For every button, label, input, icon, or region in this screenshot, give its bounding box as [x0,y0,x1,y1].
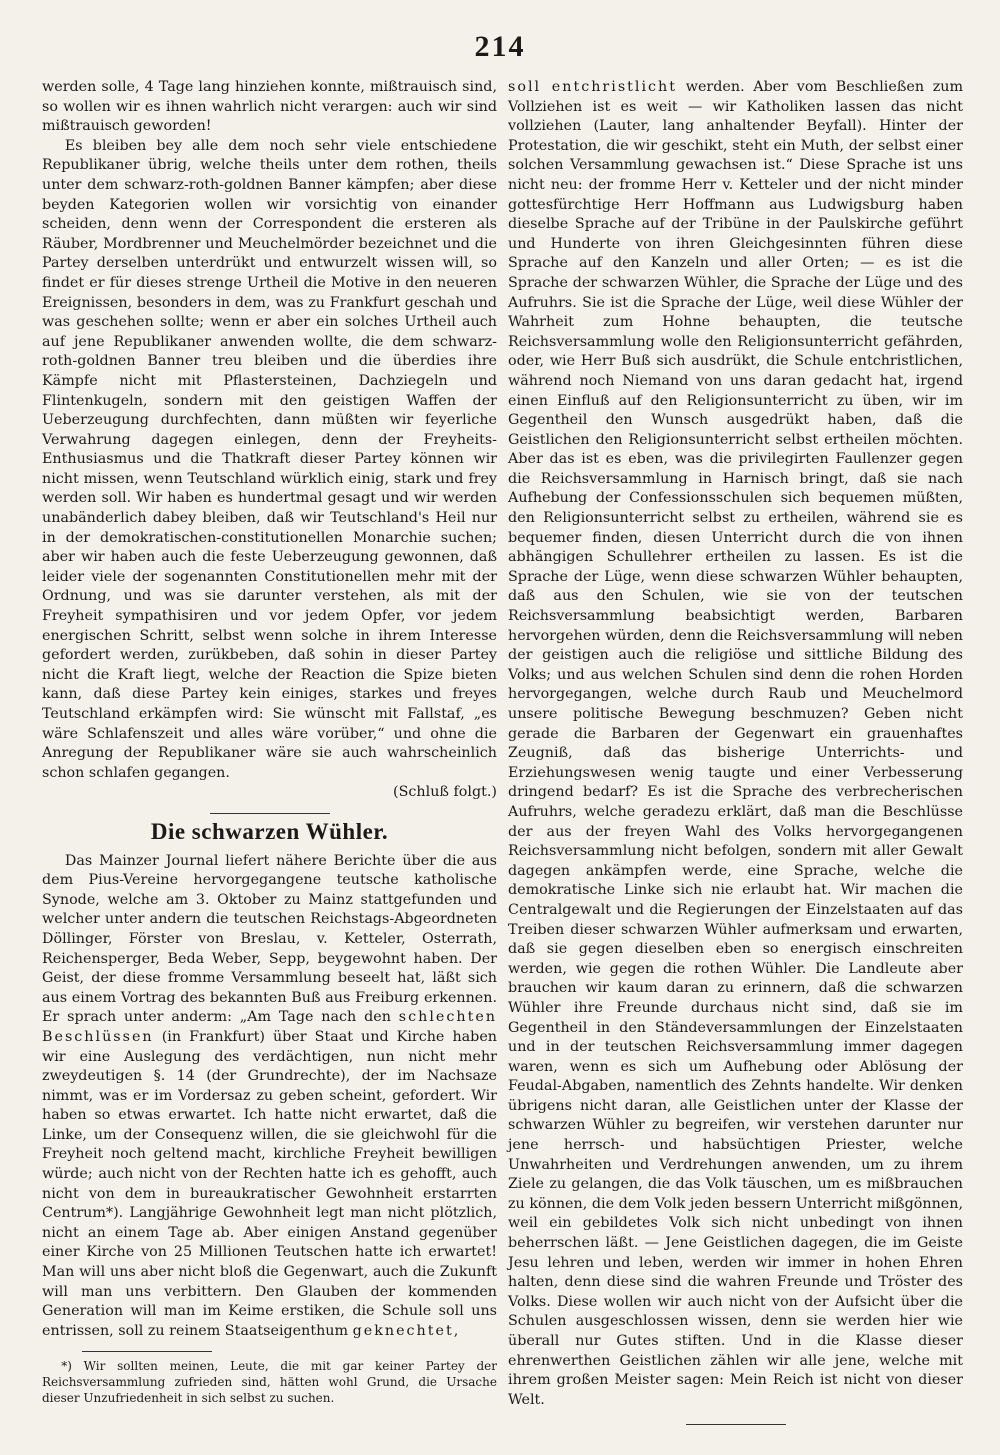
section-divider [210,813,330,814]
emphasized-text: schlechten Beschlüssen [42,1009,497,1045]
paragraph-continuation: werden solle, 4 Tage lang hinziehen konnte, mißtrauisch sind, so wollen wir es ihnen wahrlich nicht verargen: auch wir sind mißtrauisch geworden! [42,79,497,135]
page-number: 214 [474,30,526,63]
text-segment: werden. Aber vom Beschließen zum Vollziehen ist es weit — wir Katholiken lassen das nicht vollziehen (Lauter, lang anhaltender Beyfall). Hinter der Protestation, die wir geschikt, steht ein Muth, der selbst einer solchen Versammlung gewachsen ist.“ Diese Sprache ist uns nicht neu: der fromme Herr v. Ketteler und der nicht minder gottesfürchtige Herr Hoffmann aus Ludwigsburg haben dieselbe Sprache auf der Tribüne in der Paulskirche geführt und Hunderte von ihren Gleichgesinnten führen diese Sprache auf den Kanzeln und aller Orten; — es ist die Sprache der schwarzen Wühler, die Sprache der Lüge und des Aufruhrs. Sie ist die Sprache der Lüge, weil diese Wühler der Wahrheit zum Hohne behaupten, die teutsche Reichsversammlung wolle den Religionsunterricht gefährden, oder, wie Herr Buß sich ausdrükt, die Schule entchristlichen, während noch Niemand von uns daran gedacht hat, irgend einen Einfluß auf den Religionsunterricht zu üben, wir im Gegentheil den Wunsch ausgedrükt haben, daß die Geistlichen den Religionsunterricht selbst ertheilen möchten. Aber das ist es eben, was die privilegirten Faullenzer gegen die Reichsversammlung in Harnisch bringt, daß sie nach Aufhebung der Confessionsschulen sich bequemen müßten, den Religionsunterricht selbst zu ertheilen, während sie es bequemer finden, diesen Unterricht durch die von ihnen abhängigen Schullehrer ertheilen zu lassen. Es ist die Sprache der Lüge, wenn diese schwarzen Wühler behaupten, daß aus den Schulen, wie sie von der teutschen Reichsversammlung beabsichtigt werden, Barbaren hervorgehen würden, denn die Reichsversammlung will neben der geistigen auch die religiöse und sittliche Bildung des Volks; und aus welchen Schulen sind denn die rohen Horden hervorgegangen, welche durch Raub und Meuchelmord unsere politische Bewegung beschmuzen? Geben nicht gerade die Barbaren der Gegenwart ein grauenhaftes Zeugniß, daß das bisherige Unterrichts- und Erziehungswesen wenig taugte und einer Verbesserung dringend bedarf? Es ist die Sprache des verbrecherischen Aufruhrs, welche geradezu erklärt, daß man die Beschlüsse der aus der freyen Wahl des Volks hervorgegangenen Reichsversammlung nicht befolgen, sondern mit aller Gewalt dagegen ankämpfen werde, eine Sprache, welche die demokratische Linke sich nie erlaubt hat. Wir machen die Centralgewalt und die Regierungen der Einzelstaaten auf das Treiben dieser schwarzen Wühler aufmerksam und erwarten, daß sie gegen dieselben eben so energisch einschreiten werden, wie gegen die rothen Wühler. Die Landleute aber brauchen wir kaum daran zu erinnern, daß die schwarzen Wühler ihre Freunde durchaus nicht sind, daß sie im Gegentheil in den Ständeversammlungen der Einzelstaaten und in der teutschen Reichsversammlung immer dagegen waren, wenn es sich um Aufhebung oder Ablösung der Feudal-Abgaben, namentlich des Zehnts handelte. Wir denken übrigens nicht daran, alle Geistlichen unter der Klasse der schwarzen Wühler zu begreifen, wir verstehen darunter nur jene herrsch- und habsüchtigen Priester, welche Unwahrheiten und Verdrehungen anwenden, um zu ihrem Ziele zu gelangen, die das Volk täuschen, um es mißbrauchen zu können, die dem Volk jeden bessern Unterricht mißgönnen, weil ein gebildetes Volk sich nicht unbedingt von ihnen beherrschen läßt. — Jene Geistlichen dagegen, die im Geiste Jesu lehren und leben, werden wir immer in hohen Ehren halten, denn diese sind die wahren Freunde und Tröster des Volks. Diese wollen wir auch nicht von der Aufsicht über die Schulen ausgeschlossen wissen, denn sie werden hier wie überall nur Gutes stiften. Und in die Klasse dieser ehrenwerthen Geistlichen zählen wir alle jene, welche mit ihrem großen Meister sagen: Mein Reich ist nicht von dieser Welt. [508,79,964,1408]
footnote-divider [82,1351,212,1352]
emphasized-text: soll entchristlicht [508,79,678,95]
text-segment: Das Mainzer Journal liefert nähere Berichte über die aus dem Pius-Vereine hervorgegangene teutsche katholische Synode, welche am 3. Oktober zu Mainz stattgefunden und welcher unter andern die teutschen Reichstags-Abgeordneten Döllinger, Förster von Breslau, v. Ketteler, Osterrath, Reichensperger, Beda Weber, Sepp, beygewohnt haben. Der Geist, der diese fromme Versammlung beseelt hat, läßt sich aus einem Vortrag des bekannten Buß aus Freiburg erkennen. Er sprach unter anderm: „Am Tage nach den [42,852,497,1026]
end-divider [686,1424,786,1425]
text-segment: (in Frankfurt) über Staat und Kirche haben wir eine Auslegung des verdächtigen, nun nicht mehr zweydeutigen §. 14 (der Grundrechte), der im Nachsaze nimmt, was er im Vordersaz zu geben scheint, gefordert. Wir haben so etwas erwartet. Ich hatte nicht erwartet, daß die Linke, um der Consequenz willen, die sie gleichwohl für die Freyheit noch geltend macht, kirchliche Freyheit bewilligen würde; auch nicht von der Rechten hatte ich es gehofft, auch nicht von dem in bureaukratischer Gewohnheit erstarrten Centrum*). Langjährige Gewohnheit legt man nicht plötzlich, nicht an einem Tage ab. Aber einigen Anstand gegenüber einer Kirche von 25 Millionen Teutschen hatte ich erwartet! Man will uns aber nicht bloß die Gegenwart, auch die Zukunft will man uns verbittern. Den Glauben der kommenden Generation will man im Keime erstiken, die Schule soll uns entrissen, soll zu reinem Staatseigenthum [42,1028,497,1339]
paragraph-black-agitators [508,78,963,1410]
article-heading: Die schwarzen Wühler. [150,818,389,844]
continued-note: (Schluß folgt.) [393,784,497,801]
footnote: *) Wir sollten meinen, Leute, die mit gar keiner Partey der Reichsversammlung zufrieden sind, hätten wohl Grund, die Ursache dieser Unzufriedenheit in sich selbst zu suchen. [42,1359,497,1406]
left-column [42,78,497,1406]
paragraph-mainzer-journal [42,852,497,1342]
emphasized-text: geknechtet, [352,1322,461,1339]
right-column [508,78,963,1425]
paragraph-republicans: Es bleiben bey alle dem noch sehr viele entschiedene Republikaner übrig, welche theils unter dem rothen, theils unter dem schwarz-roth-goldnen Banner kämpfen; aber diese beyden Kategorien wollen wir vorsichtig von einander scheiden, denn wenn der Correspondent die ersteren als Räuber, Mordbrenner und Meuchelmörder bezeichnet und die Partey derselben unterdrükt und entwurzelt wissen will, so findet er für dieses strenge Urtheil die Motive in den neueren Ereignissen, besonders in dem, was zu Frankfurt geschah und was geschehen sollte; wenn er aber ein solches Urtheil auch auf jene Republikaner anwenden wollte, die dem schwarz-roth-goldnen Banner treu bleiben und die überdies ihre Kämpfe nicht mit Pflastersteinen, Dachziegeln und Flintenkugeln, sondern mit den geistigen Waffen der Ueberzeugung durchfechten, dann müßten wir feyerliche Verwahrung dagegen einlegen, denn der Freyheits-Enthusiasmus und die Thatkraft dieser Partey können wir nicht missen, wenn Teutschland würklich einig, stark und frey werden soll. Wir haben es hundertmal gesagt und wir werden unabänderlich dabey bleiben, daß wir Teutschland's Heil nur in der demokratischen-constitutionellen Monarchie suchen; aber wir haben auch die feste Ueberzeugung gewonnen, daß leider viele der sogenannten Constitutionellen mehr mit der Ordnung, und was sie darunter verstehen, als mit der Freyheit sympathisiren und vor jedem Opfer, vor jedem energischen Schritt, selbst wenn solche in ihrem Interesse gefordert werden, zurükbeben, daß sohin in dieser Partey nicht die Kraft liegt, welche der Reaction die Spize bieten kann, daß diese Partey kein einiges, starkes und freyes Teutschland erkämpfen wird: Sie wünscht mit Fallstaf, „es wäre Schlafenszeit und alles wäre vorüber,“ und ohne die Anregung der Republikaner wäre sie auch wahrscheinlich schon schlafen gegangen. [42,137,497,781]
